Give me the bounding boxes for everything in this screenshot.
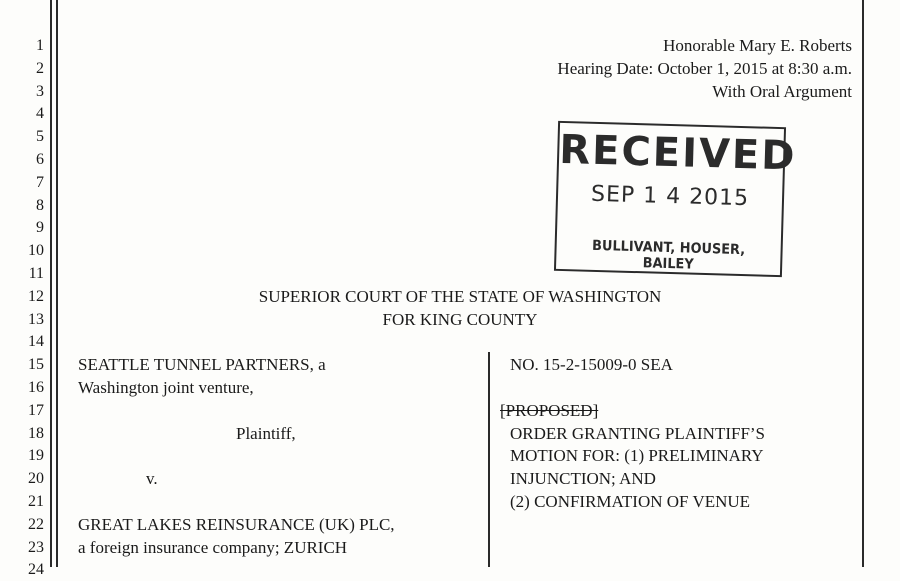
court-county: FOR KING COUNTY xyxy=(382,310,538,329)
line-number: 2 xyxy=(36,60,44,77)
right-margin-rule xyxy=(862,0,864,567)
line-number: 21 xyxy=(28,493,44,510)
caption-divider xyxy=(488,352,490,567)
line-number: 22 xyxy=(28,516,44,533)
court-name: SUPERIOR COURT OF THE STATE OF WASHINGTON xyxy=(258,287,662,306)
line-number: 14 xyxy=(28,333,44,350)
stamp-firm: BULLIVANT, HOUSER, BAILEY xyxy=(591,237,746,273)
judge-name: Honorable Mary E. Roberts xyxy=(663,36,852,55)
line-number: 15 xyxy=(28,356,44,373)
line-number: 13 xyxy=(28,311,44,328)
case-number: NO. 15-2-15009-0 SEA xyxy=(510,355,673,374)
line-number: 18 xyxy=(28,425,44,442)
plaintiff-name: SEATTLE TUNNEL PARTNERS, a xyxy=(78,355,326,374)
line-number: 1 xyxy=(36,37,44,54)
left-margin-rule-inner xyxy=(56,0,58,567)
order-title-line4: (2) CONFIRMATION OF VENUE xyxy=(510,492,751,511)
line-number: 7 xyxy=(36,174,44,191)
stamp-title: RECEIVED xyxy=(558,126,798,180)
line-number: 23 xyxy=(28,539,44,556)
line-number: 5 xyxy=(36,128,44,145)
order-title-line3: INJUNCTION; AND xyxy=(510,469,656,488)
line-number: 20 xyxy=(28,470,44,487)
line-number: 11 xyxy=(28,265,44,282)
oral-argument-note: With Oral Argument xyxy=(712,82,852,101)
order-title-line1: ORDER GRANTING PLAINTIFF’S xyxy=(510,424,766,443)
line-number: 6 xyxy=(36,151,44,168)
defendant-name: GREAT LAKES REINSURANCE (UK) PLC, xyxy=(78,515,395,534)
line-number: 12 xyxy=(28,288,44,305)
line-number: 9 xyxy=(36,219,44,236)
stamp-date: SEP 1 4 2015 xyxy=(590,181,750,212)
versus-label: v. xyxy=(146,469,158,488)
hearing-date: Hearing Date: October 1, 2015 at 8:30 a.m. xyxy=(557,59,852,78)
plaintiff-label: Plaintiff, xyxy=(236,424,296,443)
order-title-line2: MOTION FOR: (1) PRELIMINARY xyxy=(510,446,764,465)
plaintiff-description: Washington joint venture, xyxy=(78,378,254,397)
line-number: 19 xyxy=(28,447,44,464)
line-number: 4 xyxy=(36,105,44,122)
proposed-strikethrough: [PROPOSED] xyxy=(500,401,599,420)
received-stamp xyxy=(554,121,798,277)
line-number: 17 xyxy=(28,402,44,419)
line-number: 16 xyxy=(28,379,44,396)
line-number: 8 xyxy=(36,197,44,214)
line-number: 24 xyxy=(28,561,44,578)
left-margin-rule xyxy=(50,0,52,567)
defendant-description: a foreign insurance company; ZURICH xyxy=(78,538,348,557)
line-number: 3 xyxy=(36,83,44,100)
line-number: 10 xyxy=(28,242,44,259)
